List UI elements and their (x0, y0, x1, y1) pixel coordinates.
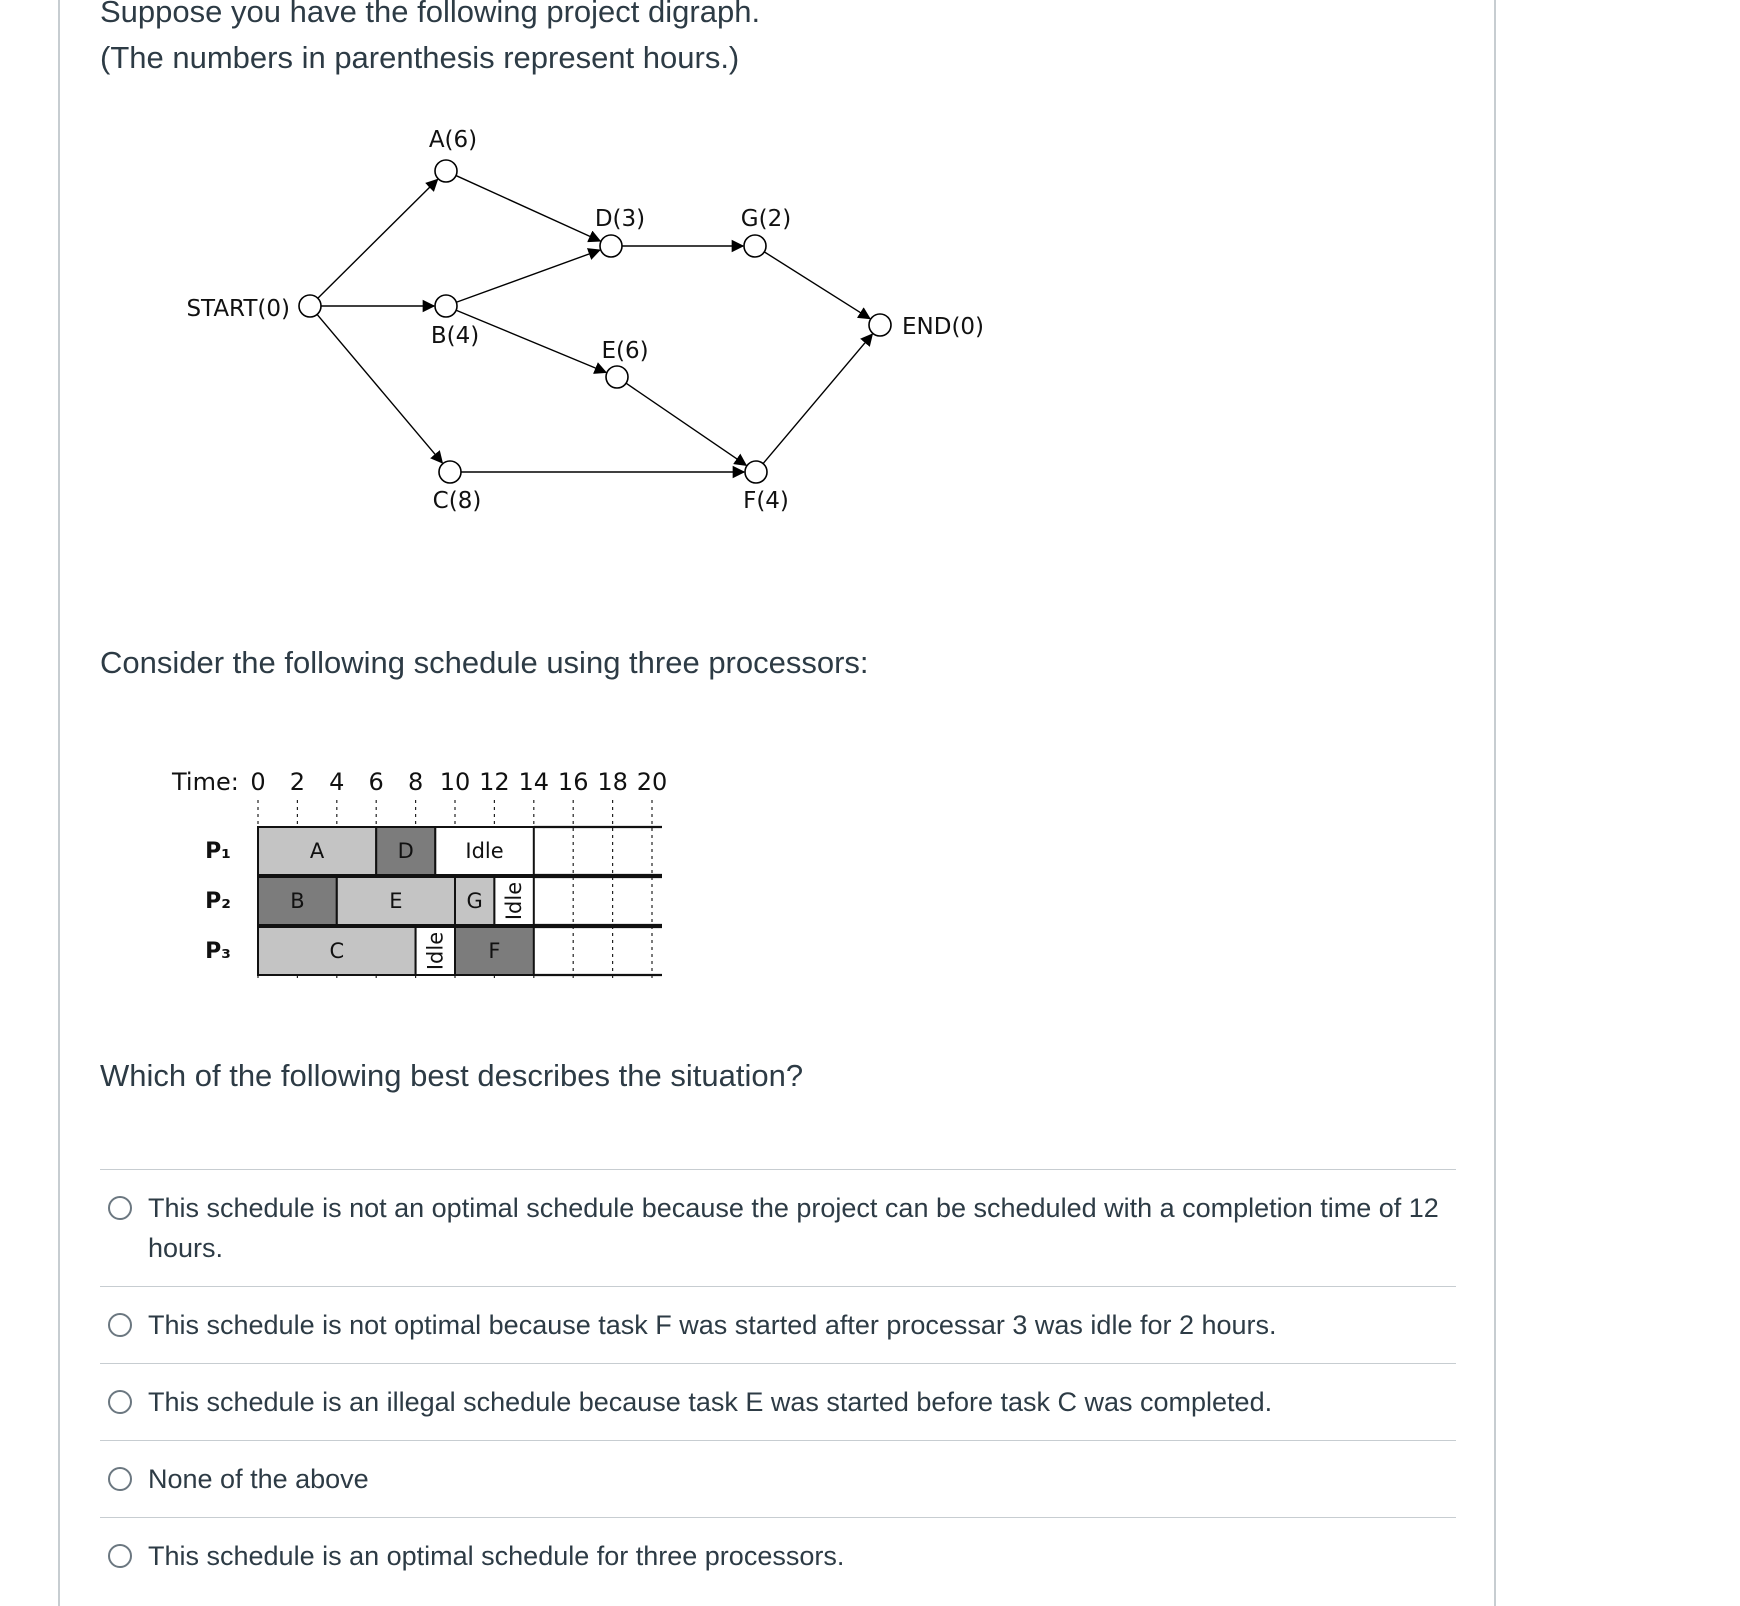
time-tick-label: 8 (407, 768, 424, 796)
answer-label: This schedule is not an optimal schedule because the project can be scheduled with a completion time of 12 hours. (148, 1193, 1439, 1263)
answer-label: This schedule is an illegal schedule because task E was started before task C was completed. (148, 1387, 1273, 1417)
question-intro-line-2: (The numbers in parenthesis represent hours.) (100, 40, 740, 75)
digraph-edge-B-D (456, 250, 599, 302)
digraph-node-label-E: E(6) (601, 338, 649, 364)
processor-schedule-chart (165, 758, 695, 988)
digraph-node-label-F: F(4) (743, 488, 789, 514)
answer-label: This schedule is an optimal schedule for three processors. (148, 1541, 845, 1571)
time-tick-label: 14 (518, 768, 550, 796)
answer-option[interactable] (100, 1286, 1456, 1363)
answer-option[interactable] (100, 1517, 1456, 1594)
schedule-prompt: Consider the following schedule using three processors: (100, 645, 869, 680)
answer-list (100, 1169, 1456, 1594)
schedule-block-label: A (309, 839, 325, 863)
radio-button[interactable] (108, 1544, 132, 1568)
digraph-node-C (439, 461, 461, 483)
answer-label: None of the above (148, 1464, 369, 1494)
digraph-edge-E-F (626, 383, 746, 465)
digraph-node-D (600, 235, 622, 257)
time-tick-label: 0 (250, 768, 266, 796)
digraph-edge-F-end (763, 334, 872, 463)
time-tick-label: 2 (289, 768, 306, 796)
time-axis-label: Time: (172, 768, 239, 796)
digraph-edge-G-end (764, 252, 870, 319)
processor-label: P₂ (205, 889, 231, 914)
time-tick-label: 16 (557, 768, 589, 796)
digraph-node-start (299, 295, 321, 317)
time-tick-label: 18 (597, 768, 628, 796)
digraph-edge-start-A (318, 179, 438, 298)
processor-label: P₁ (205, 839, 231, 864)
digraph-edge-start-C (317, 314, 442, 462)
project-digraph (170, 118, 1030, 528)
question-intro-line-1: Suppose you have the following project digraph. (100, 0, 761, 29)
schedule-block-label: Idle (423, 931, 448, 971)
answer-option[interactable] (100, 1440, 1456, 1517)
digraph-node-B (435, 295, 457, 317)
digraph-node-label-C: C(8) (432, 488, 482, 514)
schedule-block-label: B (290, 889, 305, 913)
radio-button[interactable] (108, 1467, 132, 1491)
digraph-node-label-G: G(2) (740, 206, 792, 232)
digraph-node-label-A: A(6) (428, 127, 478, 153)
digraph-node-A (435, 160, 457, 182)
schedule-block-label: Idle (465, 839, 504, 863)
radio-button[interactable] (108, 1390, 132, 1414)
digraph-node-label-start: START(0) (186, 296, 290, 322)
radio-button[interactable] (108, 1196, 132, 1220)
processor-label: P₃ (205, 939, 231, 964)
schedule-block-label: E (389, 889, 403, 913)
time-tick-label: 4 (329, 768, 345, 796)
digraph-node-label-B: B(4) (430, 323, 480, 349)
digraph-edge-A-D (456, 176, 600, 241)
time-tick-label: 10 (439, 768, 471, 796)
question-ask: Which of the following best describes the situation? (100, 1058, 804, 1093)
digraph-node-E (606, 366, 628, 388)
answer-option[interactable] (100, 1363, 1456, 1440)
answer-option[interactable] (100, 1169, 1456, 1286)
time-tick-label: 20 (636, 768, 668, 796)
schedule-block-label: Idle (502, 881, 527, 921)
time-tick-label: 12 (479, 768, 510, 796)
time-tick-label: 6 (368, 768, 384, 796)
digraph-node-end (869, 314, 891, 336)
schedule-block-label: F (488, 939, 501, 963)
answer-label: This schedule is not optimal because task F was started after processar 3 was idle for 2 hours. (148, 1310, 1277, 1340)
schedule-block-label: C (329, 939, 345, 963)
digraph-node-label-end: END(0) (902, 314, 985, 340)
digraph-node-F (745, 461, 767, 483)
digraph-node-G (744, 235, 766, 257)
schedule-block-label: D (397, 839, 414, 863)
radio-button[interactable] (108, 1313, 132, 1337)
digraph-node-label-D: D(3) (594, 206, 646, 232)
schedule-block-label: G (466, 889, 483, 913)
